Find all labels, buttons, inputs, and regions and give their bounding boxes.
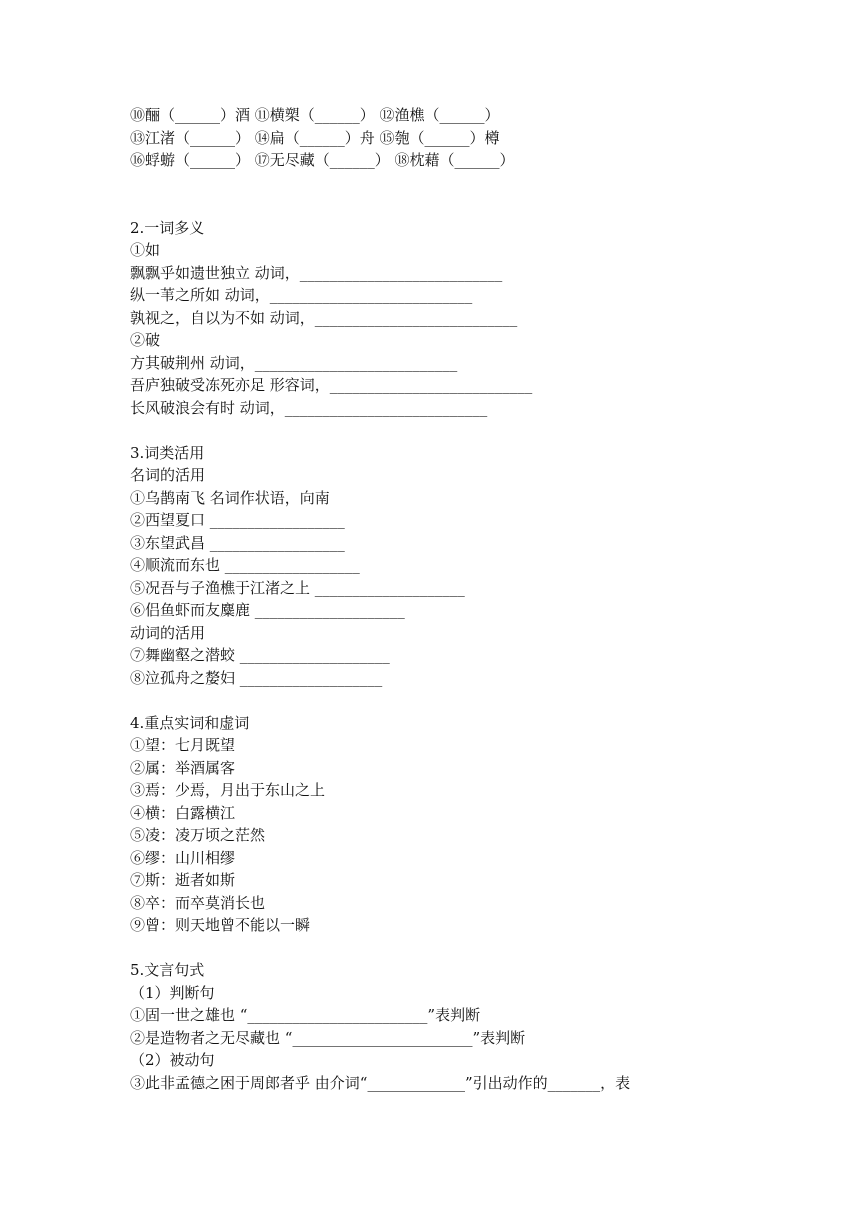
text-line: ③焉：少焉，月出于东山之上 <box>130 781 326 799</box>
text-line: 长风破浪会有时 动词，___________________________ <box>130 398 488 417</box>
text-line: ⑧卒：而卒莫消长也 <box>130 893 266 912</box>
text-line: ①乌鹊南飞 名词作状语，向南 <box>130 488 330 507</box>
text-line: ②属：举酒属客 <box>130 758 236 777</box>
section-word-class <box>130 442 810 690</box>
text-line: 孰视之，自以为不如 动词，___________________________ <box>130 308 518 327</box>
text-line: 纵一苇之所如 动词，___________________________ <box>130 286 473 304</box>
vocab-row: ⑩酾（______）酒 ⑪横槊（______） ⑫渔樵（______） <box>130 106 500 124</box>
section-polysemy <box>130 217 810 420</box>
text-line: ②西望夏口 __________________ <box>130 511 345 529</box>
text-line: ④横：白露横江 <box>130 803 236 822</box>
text-line: 动词的活用 <box>130 623 206 642</box>
vocab-section <box>130 104 810 172</box>
vocab-row: ⑯蜉蝣（______） ⑰无尽藏（______） ⑱枕藉（______） <box>130 151 515 169</box>
text-line: ②是造物者之无尽藏也 “________________________”表判断 <box>130 1028 526 1047</box>
text-line: 名词的活用 <box>130 466 206 484</box>
text-line: ①如 <box>130 241 161 259</box>
text-line: ⑧泣孤舟之嫠妇 ___________________ <box>130 668 383 687</box>
text-line: （2）被动句 <box>130 1051 215 1069</box>
section-title: 2.一词多义 <box>130 218 205 237</box>
section-title: 5.文言句式 <box>130 961 205 979</box>
text-line: ⑤凌：凌万顷之茫然 <box>130 826 266 844</box>
document-content <box>130 104 810 1094</box>
text-line: 方其破荆州 动词，___________________________ <box>130 353 458 372</box>
text-line: ③此非孟德之困于周郎者乎 由介词“_____________”引出动作的_______，表 <box>130 1073 631 1092</box>
section-key-words <box>130 712 810 937</box>
text-line: ①望：七月既望 <box>130 736 236 754</box>
text-line: ⑦斯：逝者如斯 <box>130 871 236 889</box>
text-line: ②破 <box>130 331 161 349</box>
text-line: ③东望武昌 __________________ <box>130 533 345 552</box>
text-line: ⑥缪：山川相缪 <box>130 848 236 867</box>
text-line: ①固一世之雄也 “________________________”表判断 <box>130 1006 481 1024</box>
text-line: ⑨曾：则天地曾不能以一瞬 <box>130 916 311 934</box>
section-title: 3.词类活用 <box>130 443 205 462</box>
section-title: 4.重点实词和虚词 <box>130 713 250 732</box>
text-line: 吾庐独破受冻死亦足 形容词，___________________________ <box>130 376 533 394</box>
text-line: ④顺流而东也 __________________ <box>130 556 360 574</box>
text-line: ⑤况吾与子渔樵于江渚之上 ____________________ <box>130 578 465 597</box>
text-line: ⑥侣鱼虾而友麋鹿 ____________________ <box>130 601 405 619</box>
section-sentence-patterns <box>130 959 810 1094</box>
text-line: （1）判断句 <box>130 983 215 1002</box>
vocab-row: ⑬江渚（______） ⑭扁（______）舟 ⑮匏（______）樽 <box>130 128 500 147</box>
text-line: ⑦舞幽壑之潜蛟 ____________________ <box>130 646 390 664</box>
text-line: 飘飘乎如遗世独立 动词，___________________________ <box>130 263 503 282</box>
